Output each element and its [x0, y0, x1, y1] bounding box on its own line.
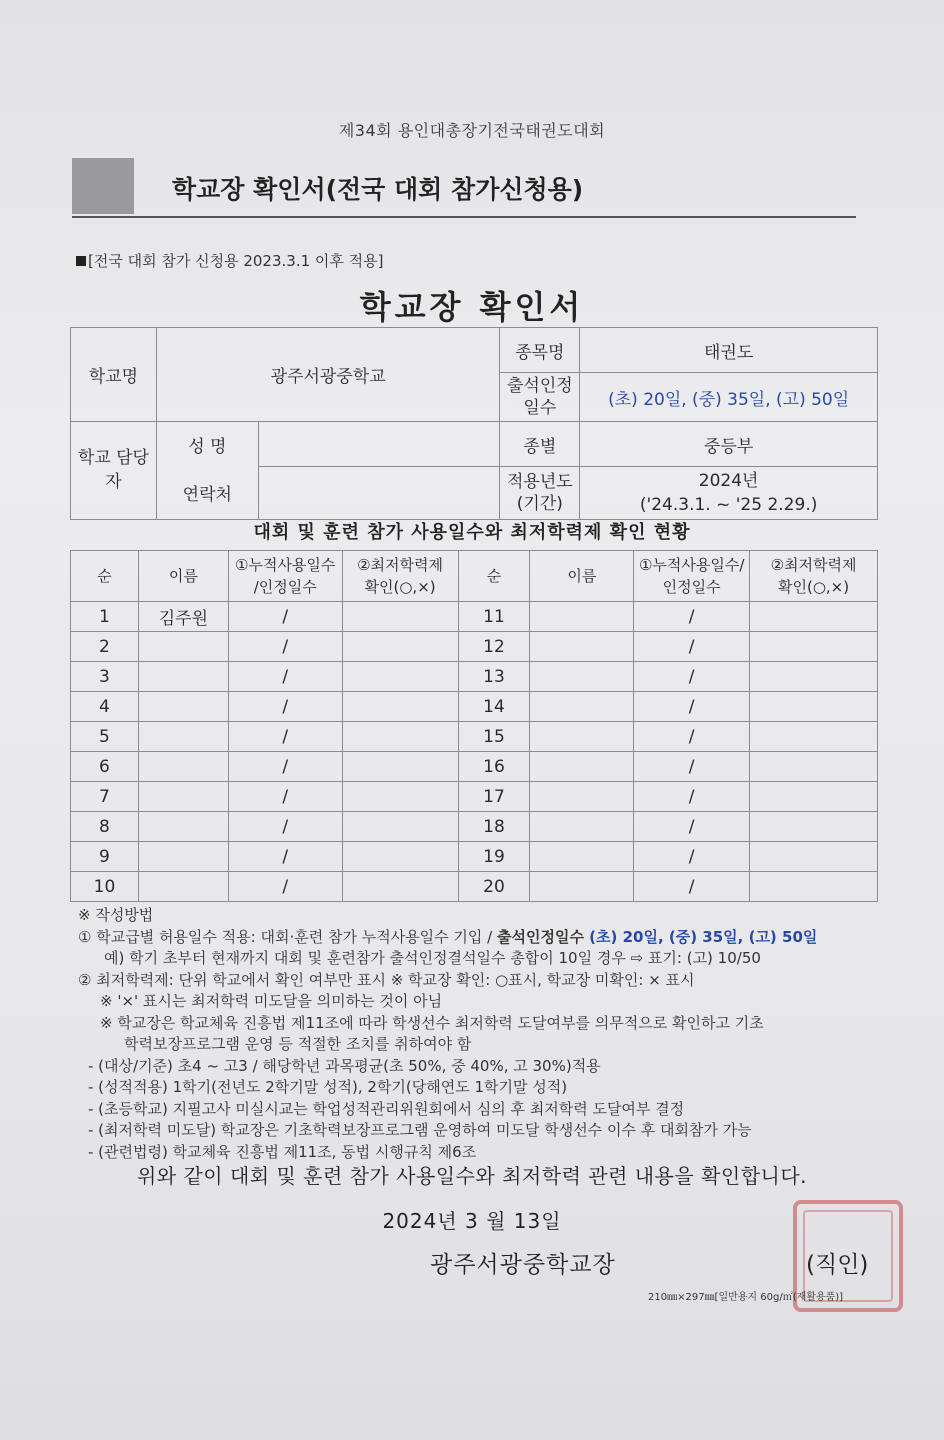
- row-check: [750, 602, 878, 632]
- row-name: [138, 692, 228, 722]
- table-row: [71, 632, 878, 662]
- paper-spec-footer: 210㎜×297㎜[일반용지 60g/㎡(재활용품)]: [648, 1292, 844, 1303]
- detail-4: - (최저학력 미도달) 학교장은 기초학력보장프로그램 운영하여 미도달 학생선수 이수 후 대회참가 가능: [88, 1121, 752, 1139]
- row-no: 4: [71, 692, 139, 722]
- col-name: 이름: [138, 551, 228, 602]
- detail-2: - (성적적용) 1학기(전년도 2학기말 성적), 2학기(당해연도 1학기말 성적): [88, 1078, 568, 1096]
- col-days-right: ①누적사용일수/ 인정일수: [634, 551, 750, 602]
- row-no: 3: [71, 662, 139, 692]
- row-no: 6: [71, 752, 139, 782]
- attendance-label: 출석인정 일수: [500, 373, 580, 422]
- row-check: [750, 662, 878, 692]
- table-row: [71, 692, 878, 722]
- note-1: ① 학교급별 허용일수 적용: 대회·훈련 참가 누적사용일수 기입 / 출석인정일수 (초) 20일, (중) 35일, (고) 50일: [78, 927, 818, 946]
- name-value: [258, 422, 500, 467]
- table-row: [71, 812, 878, 842]
- row-check: [342, 692, 458, 722]
- row-check: [750, 752, 878, 782]
- row-name: [530, 602, 634, 632]
- row-check: [342, 722, 458, 752]
- row-no: 13: [458, 662, 530, 692]
- year-value-cell: [580, 467, 878, 520]
- instructions: [78, 905, 898, 1163]
- row-no: 19: [458, 842, 530, 872]
- row-days: /: [634, 602, 750, 632]
- row-name: [138, 632, 228, 662]
- row-check: [342, 842, 458, 872]
- note-2-sub-2: ※ 학교장은 학교체육 진흥법 제11조에 따라 학생선수 최저학력 도달여부를 의무적으로 확인하고 기초: [100, 1013, 764, 1032]
- scope-note: [전국 대회 참가 신청용 2023.3.1 이후 적용]: [76, 250, 383, 271]
- row-days: /: [228, 842, 342, 872]
- table-body: [71, 602, 878, 902]
- row-check: [750, 692, 878, 722]
- row-days: /: [228, 812, 342, 842]
- note-1-example: 예) 학기 초부터 현재까지 대회 및 훈련참가 출석인정결석일수 총합이 10일 경우 ⇨ 표기: (고) 10/50: [104, 949, 761, 967]
- notes-heading: ※ 작성방법: [78, 906, 154, 924]
- row-name: [530, 752, 634, 782]
- row-days: /: [228, 692, 342, 722]
- row-days: /: [634, 812, 750, 842]
- school-value: 광주서광중학교: [156, 328, 500, 422]
- confirmation-statement: 위와 같이 대회 및 훈련 참가 사용일수와 최저학력 관련 내용을 확인합니다.: [136, 1164, 808, 1188]
- col-no: 순: [71, 551, 139, 602]
- row-days: /: [634, 782, 750, 812]
- row-name: [530, 782, 634, 812]
- manager-label: 학교 담당자: [71, 422, 157, 520]
- school-label: 학교명: [71, 328, 157, 422]
- row-name: [530, 842, 634, 872]
- seal-label: (직인): [806, 1252, 869, 1278]
- detail-3: - (초등학교) 지필고사 미실시교는 학업성적관리위원회에서 심의 후 최저학력 도달여부 결정: [88, 1099, 685, 1118]
- square-bullet-icon: [76, 256, 86, 266]
- row-no: 2: [71, 632, 139, 662]
- row-days: /: [634, 632, 750, 662]
- col-no-right: 순: [458, 551, 530, 602]
- row-check: [342, 632, 458, 662]
- table-row: [71, 842, 878, 872]
- row-no: 10: [71, 872, 139, 902]
- row-days: /: [228, 632, 342, 662]
- contact-value: [258, 467, 500, 520]
- row-name: [138, 812, 228, 842]
- row-name: [138, 752, 228, 782]
- contest-name: 제34회 용인대총장기전국태권도대회: [338, 121, 606, 140]
- table-row: [71, 722, 878, 752]
- row-name: [530, 872, 634, 902]
- row-check: [750, 812, 878, 842]
- row-check: [750, 782, 878, 812]
- principal-title: 광주서광중학교장: [430, 1252, 616, 1278]
- table-row: [71, 752, 878, 782]
- row-days: /: [228, 782, 342, 812]
- row-days: /: [228, 602, 342, 632]
- row-check: [750, 722, 878, 752]
- header-bar: [72, 158, 856, 218]
- row-no: 18: [458, 812, 530, 842]
- row-days: /: [634, 752, 750, 782]
- division-label: 종별: [500, 422, 580, 467]
- row-no: 1: [71, 602, 139, 632]
- row-check: [342, 662, 458, 692]
- table-row: [71, 782, 878, 812]
- row-name: [530, 662, 634, 692]
- row-check: [342, 782, 458, 812]
- row-name: [530, 632, 634, 662]
- participation-table: [70, 550, 878, 902]
- table-row: [71, 602, 878, 632]
- row-check: [342, 752, 458, 782]
- row-no: 16: [458, 752, 530, 782]
- row-check: [750, 842, 878, 872]
- row-days: /: [634, 662, 750, 692]
- info-table: [70, 327, 878, 520]
- note-2-sub-2-cont: 학력보장프로그램 운영 등 적절한 조치를 취하여야 함: [124, 1035, 472, 1053]
- row-no: 15: [458, 722, 530, 752]
- row-name: [530, 692, 634, 722]
- year-label: 적용년도 (기간): [500, 467, 580, 520]
- row-no: 8: [71, 812, 139, 842]
- detail-5: - (관련법령) 학교체육 진흥법 제11조, 동법 시행규칙 제6조: [88, 1142, 477, 1161]
- row-days: /: [634, 692, 750, 722]
- row-no: 20: [458, 872, 530, 902]
- note-2: ② 최저학력제: 단위 학교에서 확인 여부만 표시 ※ 학교장 확인: ○표시, 학교장 미확인: × 표시: [78, 970, 695, 989]
- row-days: /: [634, 872, 750, 902]
- year-period: ('24.3.1. ~ '25 2.29.): [639, 494, 818, 515]
- row-name: [138, 782, 228, 812]
- table-row: [71, 662, 878, 692]
- name-label: 성 명: [156, 422, 258, 467]
- col-check-right: ②최저학력제 확인(○,×): [750, 551, 878, 602]
- issue-date: 2024년 3 월 13일: [382, 1209, 562, 1233]
- row-no: 11: [458, 602, 530, 632]
- col-days: ①누적사용일수 /인정일수: [228, 551, 342, 602]
- row-days: /: [228, 722, 342, 752]
- note-2-sub-1: ※ '×' 표시는 최저학력 미도달을 의미하는 것이 아님: [100, 992, 443, 1010]
- contact-label: 연락처: [156, 467, 258, 520]
- row-days: /: [228, 872, 342, 902]
- row-no: 14: [458, 692, 530, 722]
- col-name-right: 이름: [530, 551, 634, 602]
- row-check: [342, 602, 458, 632]
- year-value: 2024년: [698, 470, 759, 491]
- division-value: 중등부: [580, 422, 878, 467]
- header-title: 학교장 확인서(전국 대회 참가신청용): [172, 175, 584, 204]
- row-check: [342, 872, 458, 902]
- row-name: [530, 812, 634, 842]
- document-title: 학교장 확인서: [359, 288, 585, 326]
- row-name: [138, 872, 228, 902]
- table-header-row: [71, 551, 878, 602]
- section-title: 대회 및 훈련 참가 사용일수와 최저학력제 확인 현황: [253, 522, 691, 543]
- event-value: 태권도: [580, 328, 878, 373]
- row-days: /: [228, 662, 342, 692]
- row-check: [750, 872, 878, 902]
- row-no: 7: [71, 782, 139, 812]
- row-no: 17: [458, 782, 530, 812]
- row-no: 5: [71, 722, 139, 752]
- row-name: [138, 662, 228, 692]
- header-gray-block: [72, 158, 134, 214]
- row-check: [750, 632, 878, 662]
- row-name: 김주원: [138, 602, 228, 632]
- event-label: 종목명: [500, 328, 580, 373]
- attendance-value: (초) 20일, (중) 35일, (고) 50일: [580, 373, 878, 422]
- row-name: [138, 842, 228, 872]
- row-no: 9: [71, 842, 139, 872]
- row-name: [530, 722, 634, 752]
- row-name: [138, 722, 228, 752]
- row-check: [342, 812, 458, 842]
- row-days: /: [228, 752, 342, 782]
- row-days: /: [634, 722, 750, 752]
- detail-1: - (대상/기준) 초4 ~ 고3 / 해당학년 과목평균(초 50%, 중 40%, 고 30%)적용: [88, 1056, 601, 1075]
- row-no: 12: [458, 632, 530, 662]
- table-row: [71, 872, 878, 902]
- col-check: ②최저학력제 확인(○,×): [342, 551, 458, 602]
- row-days: /: [634, 842, 750, 872]
